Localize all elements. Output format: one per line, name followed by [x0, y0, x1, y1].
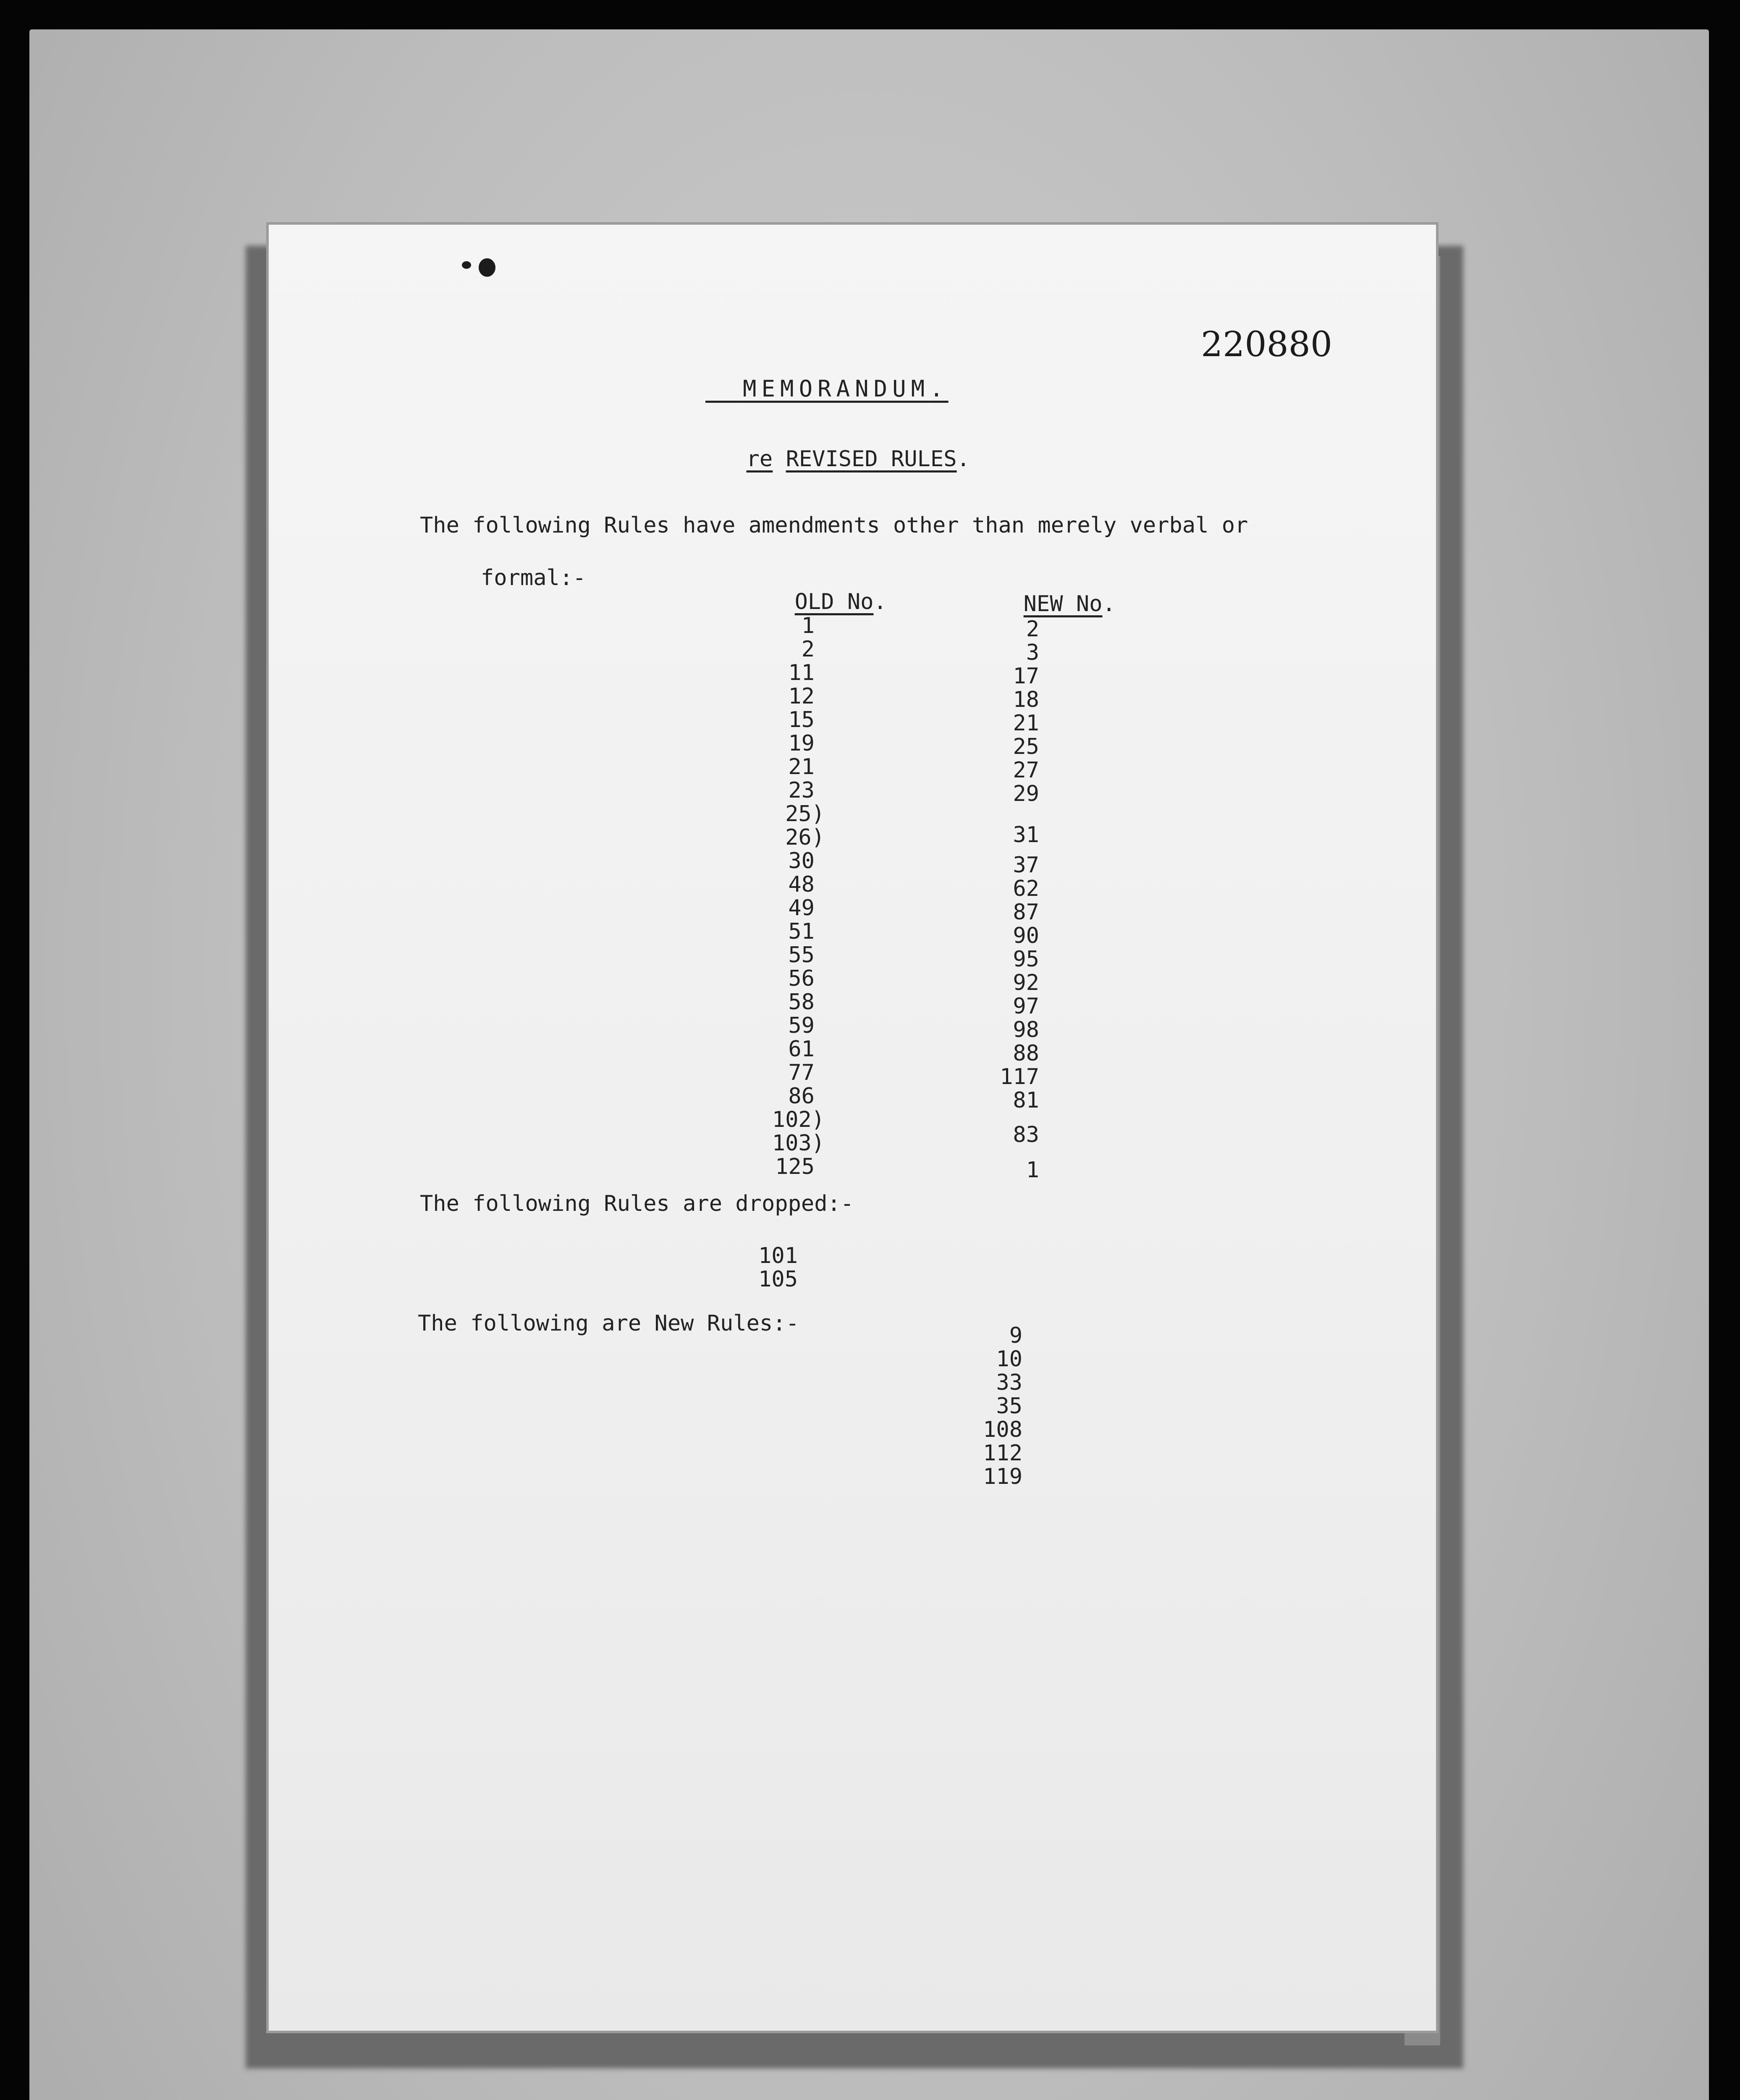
- intro-line-2: formal:-: [481, 565, 586, 591]
- new-number: 87: [1013, 900, 1039, 925]
- dropped-number: 105: [758, 1267, 798, 1292]
- new-number: 37: [1013, 853, 1039, 878]
- new-number: 97: [1013, 994, 1039, 1019]
- old-number: 77: [788, 1060, 815, 1085]
- ink-smudge: [462, 261, 471, 269]
- new-number-header: [997, 571, 1116, 615]
- old-number: 1: [801, 613, 815, 638]
- subtitle-underlined: REVISED RULES: [786, 446, 957, 472]
- document-subtitle: [720, 426, 970, 470]
- new-number: 88: [1013, 1041, 1039, 1066]
- new-number: 18: [1013, 687, 1039, 712]
- old-number: 51: [788, 919, 815, 944]
- new-number: 98: [1013, 1017, 1039, 1042]
- old-number: 125: [775, 1154, 815, 1179]
- new-number: 17: [1013, 664, 1039, 689]
- dropped-intro: The following Rules are dropped:-: [420, 1191, 854, 1216]
- new-rule-number: 35: [996, 1394, 1022, 1419]
- new-number: 117: [1000, 1064, 1039, 1089]
- title-text: MEMORANDUM: [743, 375, 930, 402]
- dropped-number: 101: [758, 1243, 798, 1268]
- old-number: 2: [801, 637, 815, 662]
- old-number: 12: [788, 684, 815, 709]
- new-header-text: NEW No: [1023, 591, 1103, 617]
- old-number: 55: [788, 942, 815, 968]
- old-number: 59: [788, 1013, 815, 1038]
- old-header-text: OLD No: [794, 589, 874, 614]
- new-number: 95: [1013, 947, 1039, 972]
- new-number: 81: [1013, 1088, 1039, 1113]
- new-rule-number: 119: [983, 1464, 1022, 1489]
- new-number: 31: [1013, 822, 1039, 848]
- old-header-period: .: [873, 589, 887, 614]
- old-number: 56: [788, 966, 815, 991]
- old-number: 15: [788, 707, 815, 732]
- old-number: 103): [772, 1131, 825, 1156]
- new-number: 62: [1013, 876, 1039, 901]
- old-number: 23: [788, 778, 815, 803]
- subtitle-period: .: [956, 446, 970, 472]
- title-period: .: [930, 375, 949, 402]
- new-number: 1: [1026, 1158, 1039, 1183]
- old-number-header: [768, 569, 887, 613]
- new-number: 29: [1013, 781, 1039, 806]
- new-rule-number: 10: [996, 1347, 1022, 1372]
- old-number: 61: [788, 1037, 815, 1062]
- subtitle-prefix: re: [746, 446, 773, 472]
- new-number: 27: [1013, 758, 1039, 783]
- document-sheet: [269, 225, 1436, 2031]
- new-number: 83: [1013, 1122, 1039, 1147]
- new-rules-intro: The following are New Rules:-: [418, 1311, 799, 1336]
- old-number: 30: [788, 848, 815, 874]
- old-number: 26): [785, 825, 825, 850]
- new-rule-number: 33: [996, 1370, 1022, 1395]
- old-number: 21: [788, 754, 815, 780]
- old-number: 19: [788, 731, 815, 756]
- old-number: 58: [788, 990, 815, 1015]
- old-number: 11: [788, 660, 815, 685]
- old-number: 102): [772, 1107, 825, 1132]
- new-header-period: .: [1102, 591, 1116, 617]
- new-number: 90: [1013, 923, 1039, 948]
- new-rule-number: 108: [983, 1417, 1022, 1442]
- old-number: 25): [785, 801, 825, 827]
- old-number: 86: [788, 1084, 815, 1109]
- new-number: 21: [1013, 711, 1039, 736]
- old-number: 49: [788, 895, 815, 921]
- new-number: 25: [1013, 734, 1039, 759]
- old-number: 48: [788, 872, 815, 897]
- ink-smudge: [479, 258, 495, 277]
- new-number: 3: [1026, 640, 1039, 665]
- new-number: 2: [1026, 617, 1039, 642]
- new-number: 92: [1013, 970, 1039, 995]
- new-rule-number: 112: [983, 1441, 1022, 1466]
- document-title: [705, 355, 949, 400]
- document-stamp-number: 220880: [1201, 325, 1333, 365]
- new-rule-number: 9: [1009, 1323, 1022, 1348]
- intro-line-1: The following Rules have amendments other than merely verbal or: [420, 513, 1248, 538]
